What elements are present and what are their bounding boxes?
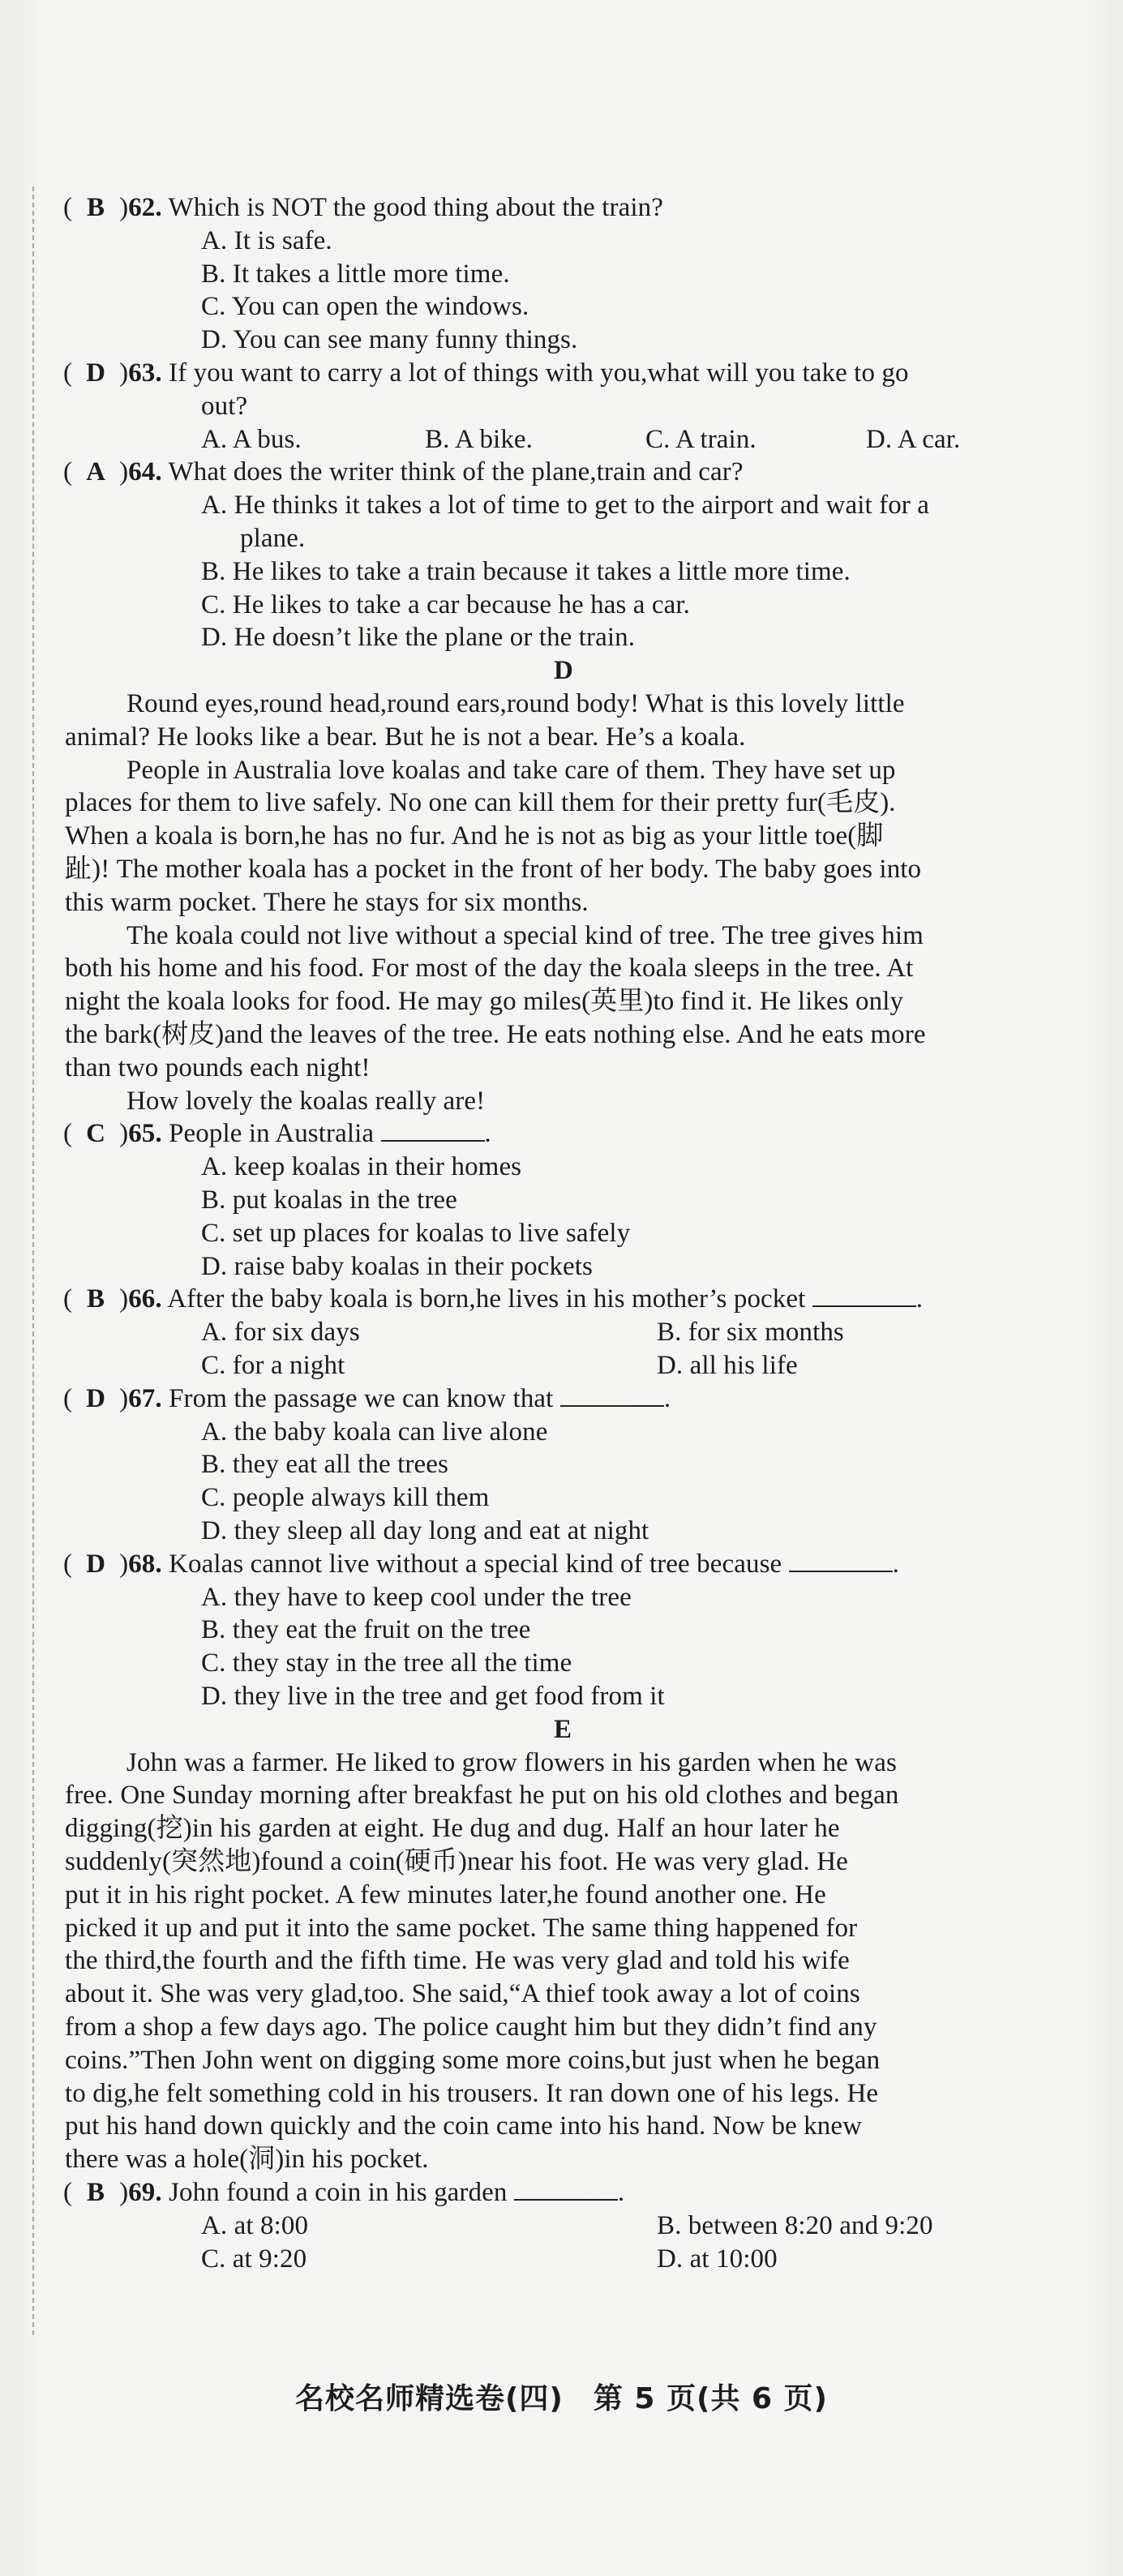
- question-end: .: [484, 1119, 491, 1149]
- passage-line: animal? He looks like a bear. But he is not a bear. He’s a koala.: [65, 722, 746, 752]
- answer-blank: [812, 1283, 916, 1307]
- option: A. A bus.: [201, 424, 302, 454]
- passage-line: How lovely the koalas really are!: [126, 1086, 486, 1116]
- answer-letter: A: [86, 457, 106, 487]
- option: D. A car.: [866, 424, 961, 454]
- passage-line: Round eyes,round head,round ears,round body! What is this lovely little: [126, 689, 905, 718]
- option: D. He doesn’t like the plane or the train.: [201, 623, 636, 653]
- passage-line: People in Australia love koalas and take care of them. They have set up: [126, 755, 896, 785]
- option: D. You can see many funny things.: [201, 325, 578, 355]
- paren-open: (: [63, 358, 73, 388]
- question-text: People in Australia: [161, 1119, 375, 1149]
- question-text: If you want to carry a lot of things with you,what will you take to go: [161, 358, 909, 388]
- answer-blank: [560, 1382, 664, 1407]
- question-stem: [63, 1117, 491, 1150]
- question-end: .: [617, 2178, 625, 2207]
- answer-letter: B: [87, 193, 105, 222]
- question-number: 64.: [128, 457, 162, 487]
- paren-open: (: [63, 193, 73, 222]
- passage-line: places for them to live safely. No one can kill them for their pretty fur(毛皮).: [65, 788, 896, 818]
- question-number: 68.: [128, 1549, 162, 1579]
- answer-letter: D: [86, 1549, 106, 1579]
- question-text: Koalas cannot live without a special kind of tree because: [161, 1549, 782, 1579]
- question-number: 67.: [128, 1383, 162, 1413]
- paren-open: (: [63, 2178, 73, 2207]
- passage-line: both his home and his food. For most of the day the koala sleeps in the tree. At: [65, 954, 914, 984]
- answer-letter: B: [87, 1284, 105, 1314]
- question-number: 69.: [128, 2178, 162, 2207]
- passage-line: this warm pocket. There he stays for six months.: [65, 887, 589, 917]
- option: D. they live in the tree and get food from it: [201, 1682, 665, 1711]
- paren-close: ): [119, 358, 129, 388]
- option: A. It is safe.: [201, 225, 332, 255]
- question-end: .: [663, 1383, 671, 1413]
- option: C. for a night: [201, 1351, 345, 1380]
- option: B. It takes a little more time.: [201, 259, 510, 289]
- question-end: .: [892, 1549, 899, 1579]
- answer-blank: [789, 1548, 893, 1572]
- option: C. people always kill them: [201, 1483, 490, 1513]
- paren-close: ): [119, 2178, 129, 2207]
- option: B. for six months: [657, 1318, 844, 1348]
- space: [782, 1549, 788, 1579]
- space: [374, 1119, 380, 1148]
- answer-letter: D: [86, 358, 106, 388]
- option: B. put koalas in the tree: [201, 1185, 457, 1215]
- question-stem: [63, 1283, 923, 1315]
- passage-line: from a shop a few days ago. The police caught him but they didn’t find any: [65, 2012, 877, 2042]
- space: [507, 2178, 513, 2207]
- option: C. they stay in the tree all the time: [201, 1648, 572, 1678]
- passage-line: coins.”Then John went on digging some more coins,but just when he began: [65, 2045, 881, 2075]
- option: D. at 10:00: [657, 2244, 778, 2274]
- section-heading: D: [554, 656, 573, 686]
- option: B. they eat all the trees: [201, 1450, 448, 1480]
- paren-open: (: [63, 1549, 73, 1579]
- option: D. they sleep all day long and eat at night: [201, 1516, 649, 1545]
- passage-line: put his hand down quickly and the coin came into his hand. Now be knew: [65, 2111, 863, 2141]
- passage-line: The koala could not live without a special kind of tree. The tree gives him: [126, 920, 924, 950]
- option: A. keep koalas in their homes: [201, 1152, 522, 1182]
- passage-line: picked it up and put it into the same pocket. The same thing happened for: [65, 1913, 858, 1943]
- option: A. He thinks it takes a lot of time to get to the airport and wait for a: [201, 491, 929, 521]
- option: A. they have to keep cool under the tree: [201, 1582, 632, 1612]
- question-text: What does the writer think of the plane,train and car?: [161, 457, 744, 487]
- paren-close: ): [119, 1119, 129, 1149]
- paren-open: (: [63, 457, 73, 487]
- option: B. He likes to take a train because it takes a little more time.: [201, 556, 851, 586]
- passage-line: night the koala looks for food. He may go miles(英里)to find it. He likes only: [65, 987, 904, 1017]
- paren-close: ): [119, 193, 129, 222]
- option: B. between 8:20 and 9:20: [657, 2210, 933, 2240]
- question-end: .: [915, 1284, 924, 1314]
- passage-line: the bark(树皮)and the leaves of the tree. He eats nothing else. And he eats more: [65, 1020, 926, 1049]
- passage-line: When a koala is born,he has no fur. And he is not as big as your little toe(脚: [65, 821, 884, 851]
- answer-letter: C: [86, 1119, 106, 1149]
- question-text: Which is NOT the good thing about the train?: [161, 193, 664, 222]
- option: A. for six days: [201, 1318, 360, 1348]
- option: A. at 8:00: [201, 2210, 309, 2240]
- paren-open: (: [63, 1284, 73, 1314]
- question-text: John found a coin in his garden: [161, 2178, 508, 2207]
- section-heading: E: [554, 1714, 572, 1744]
- space: [553, 1384, 559, 1413]
- passage-line: put it in his right pocket. A few minutes later,he found another one. He: [65, 1879, 826, 1909]
- answer-blank: [381, 1117, 485, 1142]
- question-text: After the baby koala is born,he lives in his mother’s pocket: [161, 1284, 806, 1314]
- passage-line: John was a farmer. He liked to grow flowers in his garden when he was: [126, 1747, 897, 1777]
- paren-close: ): [119, 457, 129, 487]
- option: A. the baby koala can live alone: [201, 1417, 548, 1447]
- paren-open: (: [63, 1383, 73, 1413]
- option: B. A bike.: [425, 424, 534, 454]
- option: D. raise baby koalas in their pockets: [201, 1251, 593, 1281]
- passage-line: digging(挖)in his garden at eight. He dug and dug. Half an hour later he: [65, 1814, 840, 1844]
- question-number: 62.: [128, 193, 162, 222]
- paren-close: ): [119, 1549, 129, 1579]
- question-stem: [63, 1382, 671, 1415]
- passage-line: about it. She was very glad,too. She said,“A thief took away a lot of coins: [65, 1979, 860, 2009]
- passage-line: than two pounds each night!: [65, 1052, 371, 1082]
- paren-open: (: [63, 1119, 73, 1149]
- passage-line: to dig,he felt something cold in his trousers. It ran down one of his legs. He: [65, 2078, 879, 2108]
- option: C. at 9:20: [201, 2244, 307, 2274]
- option: B. they eat the fruit on the tree: [201, 1615, 531, 1645]
- passage-line: 趾)! The mother koala has a pocket in the front of her body. The baby goes into: [65, 855, 922, 884]
- question-number: 66.: [128, 1284, 162, 1314]
- question-stem-cont: out?: [201, 391, 248, 421]
- passage-line: free. One Sunday morning after breakfast he put on his old clothes and began: [65, 1781, 899, 1811]
- question-number: 63.: [128, 358, 162, 388]
- space: [805, 1284, 812, 1314]
- option: C. He likes to take a car because he has a car.: [201, 589, 691, 619]
- option: D. all his life: [657, 1351, 798, 1380]
- question-text: From the passage we can know that: [161, 1383, 554, 1413]
- question-stem: [63, 1548, 899, 1580]
- question-stem: [63, 191, 663, 224]
- passage-line: the third,the fourth and the fifth time. He was very glad and told his wife: [65, 1946, 850, 1976]
- passage-line: suddenly(突然地)found a coin(硬币)near his foot. He was very glad. He: [65, 1847, 848, 1876]
- question-stem: [63, 357, 909, 389]
- option: C. You can open the windows.: [201, 292, 529, 322]
- paren-close: ): [119, 1284, 129, 1314]
- paren-close: ): [119, 1383, 129, 1413]
- page-footer: 名校名师精选卷(四) 第 5 页(共 6 页): [294, 2382, 829, 2415]
- answer-blank: [514, 2176, 618, 2201]
- option: C. A train.: [645, 424, 757, 454]
- option-cont: plane.: [240, 524, 306, 553]
- option: C. set up places for koalas to live safely: [201, 1218, 631, 1248]
- question-number: 65.: [128, 1119, 162, 1149]
- answer-letter: D: [86, 1383, 106, 1413]
- passage-line: there was a hole(洞)in his pocket.: [65, 2145, 429, 2175]
- question-stem: [63, 2176, 624, 2209]
- binding-margin-line: [32, 186, 34, 2335]
- answer-letter: B: [87, 2178, 105, 2207]
- question-stem: [63, 456, 744, 488]
